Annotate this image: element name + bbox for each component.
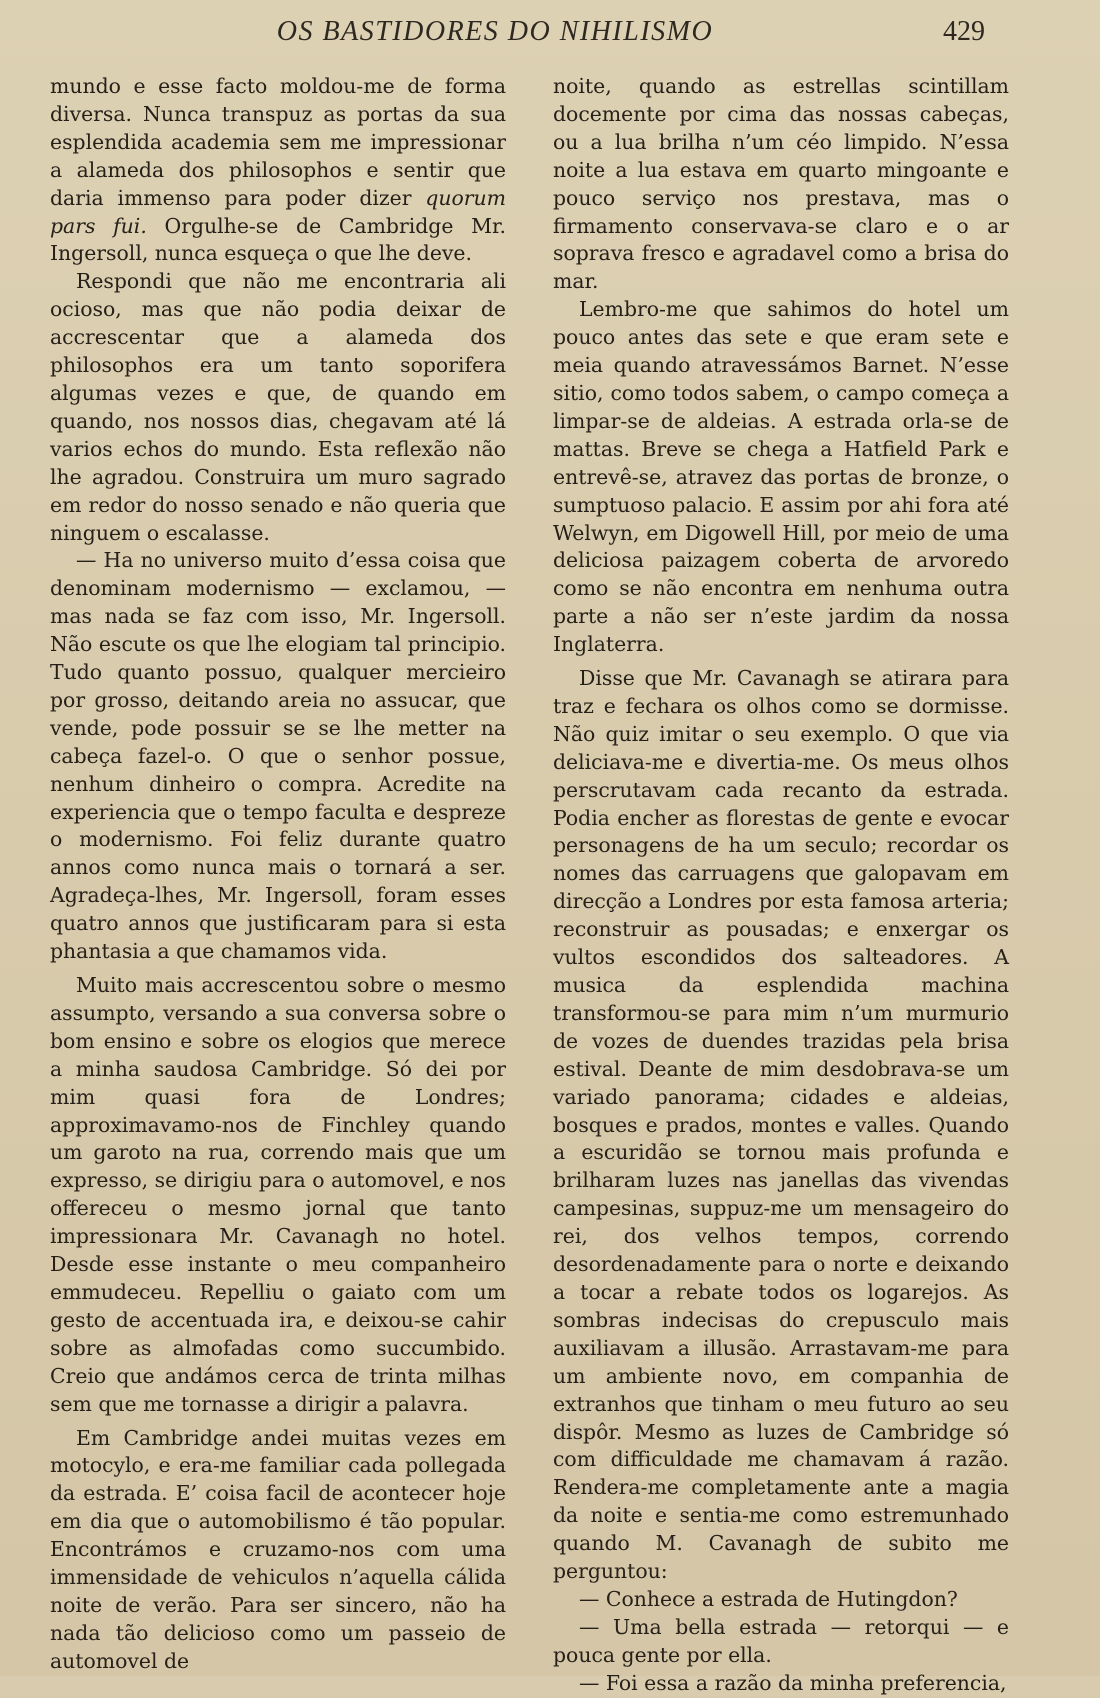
latin-phrase: quorum pars fui. <box>50 185 506 238</box>
page-header <box>0 16 1100 56</box>
right-column <box>553 73 1009 1698</box>
paragraph: Respondi que não me encontraria ali ocioso, mas que não podia deixar de accrescentar que a alameda dos philosophos era um tanto soporifera algumas vezes e que, de quando em quando, nos nossos dias, chegavam até lá varios echos do mundo. Esta reflexão não lhe agradou. Construira um muro sagrado em redor do nosso senado e não queria que ninguem o escalasse. <box>50 269 506 545</box>
paragraph: Disse que Mr. Cavanagh se atirara para traz e fechara os olhos como se dormisse. Não quiz imitar o seu exemplo. O que via deliciava-me e divertia-me. Os meus olhos perscrutavam cada recanto da estrada. Podia encher as florestas de gente e evocar personagens de ha um seculo; recordar os nomes das carruagens que galopavam em direcção a Londres por esta famosa arteria; reconstruir as pousadas; e enxergar os vultos escondidos dos salteadores. A musica da esplendida machina transformou-se para mim n’um murmurio de vozes de duendes trazidas pela brisa estival. Deante de mim desdobrava-se um variado panorama; cidades e aldeias, bosques e prados, montes e valles. Quando a escuridão se tornou mais profunda e brilharam luzes nas janellas das vivendas campesinas, suppuz-me um mensageiro do rei, dos velhos tempos, correndo desordenadamente para o norte e deixando a tocar a rebate todos os logarejos. As sombras indecisas do crepusculo mais auxiliavam a illusão. Arrastavam-me para um ambiente novo, em companhia de extranhos que tinham o meu futuro ao seu dispôr. Mesmo as luzes de Cambridge só com difficuldade me chamavam á razão. Rendera-me completamente ante a magia da noite e sentia-me como estremunhado quando M. Cavanagh de subito me perguntou: <box>553 666 1009 1584</box>
running-title: OS BASTIDORES DO NIHILISMO <box>276 16 714 47</box>
dialogue-line: — Foi essa a razão da minha preferencia, <box>579 1670 1007 1695</box>
paragraph: Lembro-me que sahimos do hotel um pouco antes das sete e que eram sete e meia quando atravessámos Barnet. N’esse sitio, como todos sabem, o campo começa a limpar-se de aldeias. A estrada orla-se de mattas. Breve se chega a Hatfield Park e entrevê-se, atravez das portas de bronze, o sumptuoso palacio. E assim por ahi fora até Welwyn, em Digowell Hill, por meio de uma deliciosa paizagem coberta de arvoredo como se não encontra em nenhuma outra parte a não ser n’este jardim da nossa Inglaterra. <box>553 297 1009 657</box>
paragraph: noite, quando as estrellas scintillam docemente por cima das nossas cabeças, ou a lua brilha n’um céo limpido. N’essa noite a lua estava em quarto mingoante e pouco serviço nos prestava, mas o firmamento conservava-se claro e o ar soprava fresco e agradavel como a brisa do mar. <box>553 74 1009 294</box>
paragraph-text: mundo e esse facto moldou-me de forma diversa. Nunca transpuz as portas da sua esplendida academia sem me impressionar a alameda dos philosophos e sentir que daria immenso para poder dizer <box>50 74 506 210</box>
paragraph <box>50 73 506 268</box>
dialogue-line: — Uma bella estrada — retorqui — e pouca gente por ella. <box>553 1614 1009 1667</box>
paragraph-text: Orgulhe-se de Cambridge Mr. Ingersoll, nunca esqueça o que lhe deve. <box>50 213 506 266</box>
dialogue-line: — Conhece a estrada de Hutingdon? <box>579 1586 958 1611</box>
page-number: 429 <box>943 16 985 47</box>
paragraph: — Ha no universo muito d’essa coisa que denominam modernismo — exclamou, — mas nada se faz com isso, Mr. Ingersoll. Não escute os que lhe elogiam tal principio. Tudo quanto possuo, qualquer mercieiro por grosso, deitando areia no assucar, que vende, pode possuir se se lhe metter na cabeça fazel-o. O que o senhor possue, nenhum dinheiro o compra. Acredite na experiencia que o tempo faculta e despreze o modernismo. Foi feliz durante quatro annos como nunca mais o tornará a ser. Agradeça-lhes, Mr. Ingersoll, foram esses quatro annos que justificaram para si esta phantasia a que chamamos vida. <box>50 548 506 964</box>
left-column <box>50 73 506 1676</box>
paragraph: Em Cambridge andei muitas vezes em motocylo, e era-me familiar cada pollegada da estrada. E’ coisa facil de acontecer hoje em dia que o automobilismo é tão popular. Encontrámos e cruzamo-nos com uma immensidade de vehiculos n’aquella cálida noite de verão. Para ser sincero, não ha nada tão delicioso como um passeio de automovel de <box>50 1425 506 1673</box>
paragraph: Muito mais accrescentou sobre o mesmo assumpto, versando a sua conversa sobre o bom ensino e sobre os elogios que merece a minha saudosa Cambridge. Só dei por mim quasi fora de Londres; approximavamo-nos de Finchley quando um garoto na rua, correndo mais que um expresso, se dirigiu para o automovel, e nos offereceu o mesmo jornal que tanto impressionara Mr. Cavanagh no hotel. Desde esse instante o meu companheiro emmudeceu. Repelliu o gaiato com um gesto de accentuada ira, e deixou-se cahir sobre as almofadas como succumbido. Creio que andámos cerca de trinta milhas sem que me tornasse a dirigir a palavra. <box>50 973 506 1416</box>
